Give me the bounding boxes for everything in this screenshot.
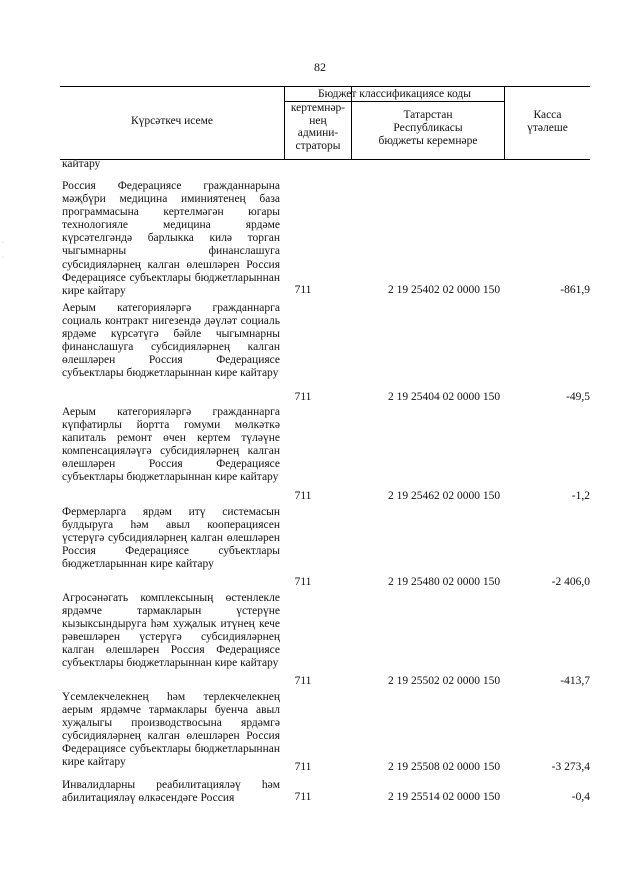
row-code: 2 19 25402 02 0000 150 [387,284,501,296]
table-row [62,779,590,805]
row-admin: 711 [294,675,312,687]
table-row [62,592,590,687]
row-admin: 711 [294,284,312,296]
table-row [62,180,590,298]
header-admin: кертемнәр- нең админи- страторы [290,102,346,152]
scan-dot: · [2,240,4,246]
row-code: 2 19 25508 02 0000 150 [387,761,501,773]
row-code: 2 19 25480 02 0000 150 [387,576,501,588]
row-name: Үсемлекчелекнең һәм терлекчелекнең аерым ярдәмче тармаклары буенча авыл хуҗалыгы производствосына ярдәмгә субсидияләрнең калган өлешләрен Россия Федерациясе субъектлары бюджетларыннан кире кайтару [62,691,280,769]
row-cash: -0,4 [571,791,590,803]
row-name: Фермерларга ярдәм итү системасын булдыруга һәм авыл кооперациясен үстерүгә субсидияләрнең калган өлешләрен Россия Федерациясе субъектлары бюджетларыннан кире кайтару [62,506,280,571]
table-row [62,506,590,588]
row-cash: -1,2 [571,490,590,502]
header-tatarstan: Татарстан Республикасы бюджеты керемнәре [378,109,478,147]
row-cash: -413,7 [560,675,590,687]
row-code: 2 19 25514 02 0000 150 [387,791,501,803]
row-cash: -2 406,0 [551,576,590,588]
row-admin: 711 [294,391,312,403]
header-indicator: Күрсәткеч исеме [130,115,214,127]
table-row [62,406,590,502]
row-code: 2 19 25502 02 0000 150 [387,675,501,687]
row-name: Агросәнәгать комплексының өстенлекле ярдәмче тармакларын үстерүне кызыксындыруга һәм хуҗалык итүнең кече рәвешләрен үстерүгә субсидияләрнең калган өлешләрен Россия Федерациясе субъектлары бюджетларыннан кире кайтару [62,592,280,670]
row-code: 2 19 25462 02 0000 150 [387,490,501,502]
row-cash: -861,9 [560,284,590,296]
table-row [62,302,590,403]
continuation-text: кайтару [62,158,101,170]
header-cash: Касса үтәлеше [527,109,568,134]
table-row [62,691,590,773]
row-admin: 711 [294,761,312,773]
row-name: Россия Федерациясе гражданнарына мәҗбүри медицина иминиятенең база программасына кертелмәгән югары технологияле медицина ярдәме күрсәтелгәндә барлыкка килә торган чыгымнарны финанслашуга субсидияләрнең калган өлешләрен Россия Федерациясе субъектлары бюджетларыннан кире кайтару [62,180,280,297]
row-cash: -3 273,4 [551,761,590,773]
row-admin: 711 [294,791,312,803]
row-code: 2 19 25404 02 0000 150 [387,391,501,403]
row-admin: 711 [294,576,312,588]
row-cash: -49,5 [566,391,590,403]
table-header [60,86,590,160]
row-admin: 711 [294,490,312,502]
header-budget-codes: Бюджет классификациясе коды [318,88,471,100]
row-name: Инвалидларны реабилитацияләү һәм абилитацияләү өлкәсендәге Россия [62,779,280,805]
scan-dot: · [2,255,4,261]
row-name: Аерым категорияләргә гражданнарга социаль контракт нигезендә дәүләт социаль ярдәме күрсәтүгә бәйле чыгымнарны финанслашуга субсидияләрнең калган өлешләрен Россия Федерациясе субъектлары бюджетларыннан кире кайтару [62,302,280,380]
page-number: 82 [314,60,326,74]
row-name: Аерым категорияләргә гражданнарга күпфатирлы йортта гомуми мөлкәткә капиталь ремонт өчен кертем түләүне компенсацияләүгә субсидияләрнең калган өлешләрен Россия Федерациясе субъектлары бюджетларыннан кире кайтару [62,406,280,484]
